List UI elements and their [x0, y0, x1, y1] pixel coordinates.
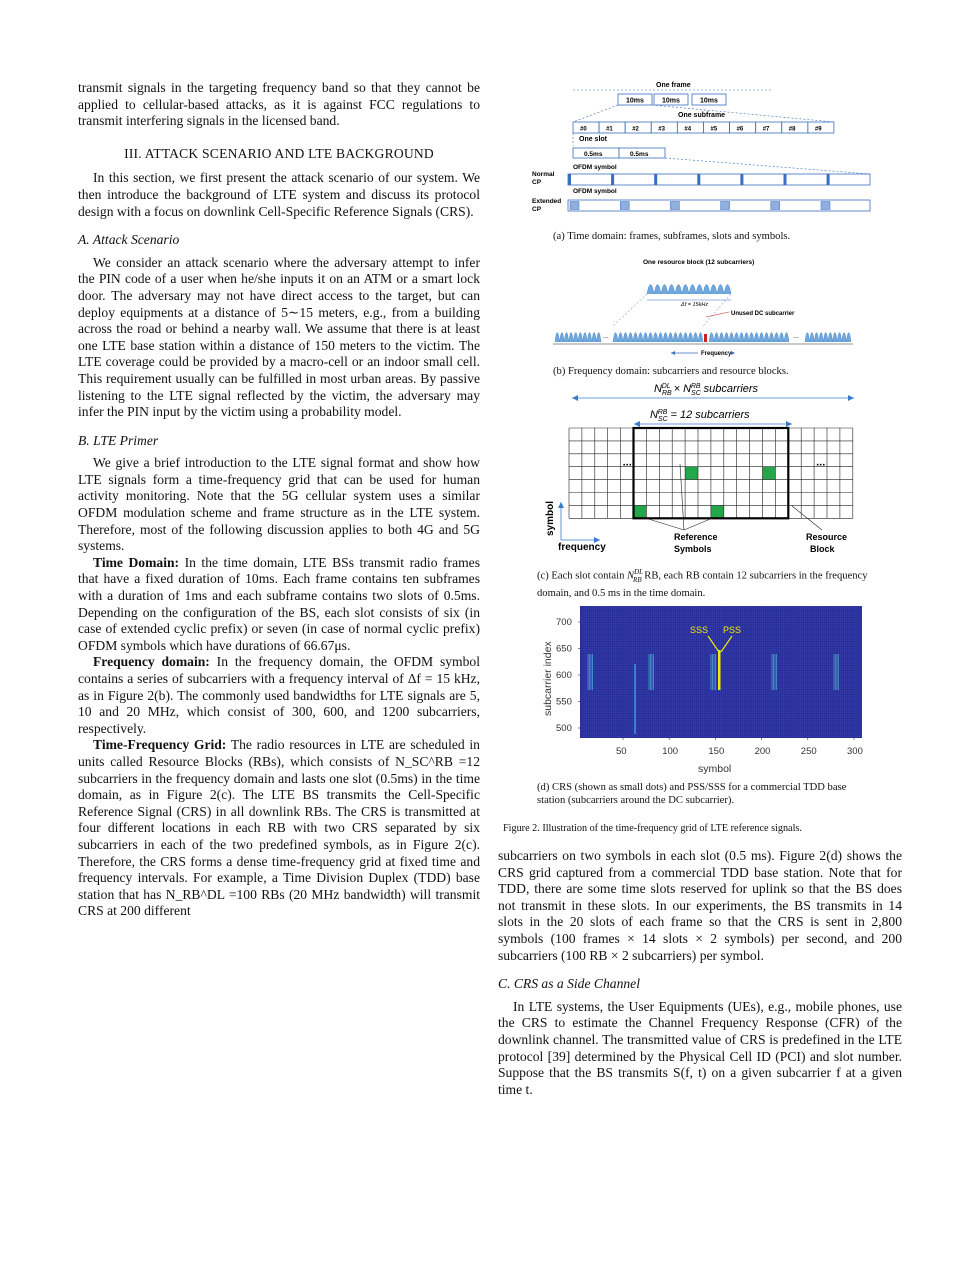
reference-symbols-label-2: Symbols: [674, 544, 712, 554]
frequency-domain-label: Frequency domain:: [93, 654, 210, 670]
normal-cp-label-1: Normal: [532, 171, 555, 178]
normal-cp-row: [568, 174, 870, 185]
subcarrier-bump: [774, 333, 779, 343]
rb-subcarriers-label: $N_{SC}RB = 12$ subcarriers: [650, 409, 750, 423]
xlabel: symbol: [698, 763, 732, 775]
delta-f-label: Δf = 15kHz: [681, 302, 709, 308]
subcarrier-bump: [618, 333, 623, 343]
subcarrier-bump: [628, 333, 633, 343]
figure-2c-caption: (c) Each slot contain $N^{DL}_{RB}$ RB, each RB contain 12 subcarriers in the frequency domain, and 0.5 ms in the time domain.: [537, 568, 868, 599]
subsection-b-title: B. LTE Primer: [78, 432, 159, 448]
subcarrier-bump: [769, 333, 774, 343]
subframe-label: #7: [762, 126, 770, 133]
y-tick-label: 650: [556, 643, 572, 655]
subcarrier-bump: [814, 333, 819, 343]
subcarrier-bump: [810, 333, 815, 343]
subcarrier-bump: [698, 333, 703, 343]
y-tick-label: 600: [556, 670, 572, 681]
left-ellipsis: ...: [603, 333, 609, 340]
one-subframe-label: One subframe: [678, 112, 726, 119]
subcarrier-bump: [682, 285, 689, 295]
subcarrier-bump: [837, 333, 842, 343]
grid-ellipsis: ...: [816, 456, 826, 469]
x-tick-label: 300: [847, 746, 863, 757]
subcarrier-bump: [678, 333, 683, 343]
slot-ms-1: 0.5ms: [630, 151, 649, 158]
subcarrier-bump: [638, 333, 643, 343]
extended-cp-mark: [620, 202, 629, 210]
reference-symbol-cell: [763, 467, 776, 480]
x-tick-label: 200: [754, 746, 771, 757]
subcarrier-bump: [668, 285, 675, 295]
subcarrier-bump: [648, 333, 653, 343]
frequency-arrow-label: Frequency: [701, 351, 732, 357]
time-domain-label: Time Domain:: [93, 554, 180, 570]
subcarrier-bump: [643, 333, 648, 343]
x-tick-label: 50: [616, 746, 627, 757]
unused-dc-label: Unused DC subcarrier: [731, 311, 795, 317]
subcarrier-bump: [828, 333, 833, 343]
subframe-label: #8: [788, 126, 796, 133]
x-ticks: [616, 738, 863, 757]
subcarrier-bump: [647, 285, 654, 295]
frequency-domain-text: In the frequency domain, the OFDM symbol contains a series of subcarriers with a frequency interval of Δf = 15 kHz, as in Figure 2(b). The commonly used bandwidths for LTE signals are 5, 10 and 20 MHz, which consist of 300, 600, and 1200 subcarriers, respectively.: [78, 654, 480, 736]
subframe-row: [573, 122, 834, 133]
subcarrier-bump: [759, 333, 764, 343]
subcarrier-bump: [717, 285, 724, 295]
subsection-c-title: C. CRS as a Side Channel: [498, 976, 640, 992]
one-frame-label: One frame: [656, 82, 691, 89]
continuation-paragraph: subcarriers on two symbols in each slot (0.5 ms). Figure 2(d) shows the CRS grid captured from a commercial TDD base station. Note that for TDD, there are some time slots reserved for uplink so that the BS does not transmit in these slots. In our experiments, the BS transmits in 14 slots in the 20 slots of each frame so that the CRS is sent in 2,800 symbols (100 frames × 14 slots × 2 symbols) per second, and 200 subcarriers (100 RB × 2 subcarriers) per symbol.: [498, 848, 902, 963]
subcarrier-band: [555, 333, 851, 343]
y-tick-label: 500: [556, 723, 572, 734]
subcarrier-bump: [764, 333, 769, 343]
x-tick-label: 100: [662, 746, 679, 757]
subcarrier-bump: [633, 333, 638, 343]
extended-cp-mark: [721, 202, 730, 210]
subcarrier-bump: [710, 285, 717, 295]
x-tick-label: 150: [708, 746, 725, 757]
subframe-label: #1: [606, 126, 613, 133]
subcarrier-bump: [709, 333, 714, 343]
pss-sss-marker: [718, 650, 721, 690]
normal-cp-mark: [611, 174, 614, 185]
subcarrier-bump: [661, 285, 668, 295]
grid-label: Time-Frequency Grid:: [93, 737, 227, 753]
subcarrier-bump: [560, 333, 565, 343]
extended-cp-mark: [670, 202, 679, 210]
rb-label: One resource block (12 subcarriers): [643, 259, 755, 266]
symbol-axis-label: symbol: [545, 500, 556, 536]
subframe-label: #0: [580, 126, 587, 133]
reference-symbol-cell: [711, 505, 724, 518]
total-subcarriers-label: $N_{RB}DL \times N_{SC}RB$ subcarriers: [654, 383, 759, 397]
figure-2-caption: Figure 2. Illustration of the time-frequency grid of LTE reference signals.: [503, 823, 802, 834]
subcarrier-bump: [583, 333, 588, 343]
frame-ms-1: 10ms: [662, 97, 680, 105]
reference-symbols-label-1: Reference: [674, 532, 718, 542]
ofdm-symbol-label-1: OFDM symbol: [573, 164, 617, 171]
subcarrier-bump: [714, 333, 719, 343]
side-channel-paragraph: In LTE systems, the User Equipments (UEs), e.g., mobile phones, use the CRS to estimate the Channel Frequency Response (CFR) of the downlink channel. The transmitted value of CRS is predefined in the LTE protocol [39] determined by the Physical Cell ID (PCI) and slot number. Suppose that the BS transmits S(f, t) on a given subcarrier f at a given time t.: [498, 998, 902, 1097]
subcarrier-bump: [724, 333, 729, 343]
section-title: III. ATTACK SCENARIO AND LTE BACKGROUND: [124, 145, 434, 161]
subframe-label: #5: [710, 126, 718, 133]
subcarrier-bump: [749, 333, 754, 343]
reference-symbol-cell: [685, 467, 698, 480]
resource-block-subcarriers: [613, 285, 731, 327]
subcarrier-bump: [696, 285, 703, 295]
subframe-label: #3: [658, 126, 665, 133]
subcarrier-bump: [587, 333, 592, 343]
y-tick-label: 550: [556, 696, 572, 708]
subcarrier-bump: [673, 333, 678, 343]
subframe-label: #4: [684, 126, 692, 133]
subcarrier-bump: [596, 333, 601, 343]
grid-paragraph: [78, 737, 480, 920]
subcarrier-bump: [754, 333, 759, 343]
heatmap-crs-pattern: [580, 606, 862, 738]
subcarrier-bump: [592, 333, 597, 343]
subframe-label: #2: [632, 126, 639, 133]
subcarrier-bump: [578, 333, 583, 343]
ofdm-symbol-label-2: OFDM symbol: [573, 188, 617, 195]
subcarrier-bump: [623, 333, 628, 343]
extended-cp-mark: [821, 202, 830, 210]
subcarrier-bump: [703, 285, 710, 295]
figure-2a-caption: (a) Time domain: frames, subframes, slots and symbols.: [553, 231, 791, 242]
reference-symbol-cell: [634, 505, 647, 518]
subcarrier-bump: [719, 333, 724, 343]
resource-grid: [569, 428, 853, 518]
frame-ms-0: 10ms: [626, 97, 644, 105]
subcarrier-bump: [555, 333, 560, 343]
sss-label: SSS: [690, 625, 709, 635]
extended-cp-label-2: CP: [532, 206, 542, 213]
ylabel: subcarrier index: [542, 641, 554, 716]
figure-2a-time-domain: [528, 78, 878, 218]
subcarrier-bump: [805, 333, 810, 343]
subcarrier-bump: [663, 333, 668, 343]
primer-paragraph: We give a brief introduction to the LTE signal format and show how LTE signals form a time-frequency grid that can be used for human activity monitoring. Note that the 5G cellular system uses a similar OFDM modulation scheme and frame structure as in the LTE system. Therefore, most of the following discussion applies to both 4G and 5G systems.: [78, 455, 480, 554]
time-domain-text: In the time domain, LTE BSs transmit radio frames that have a fixed duration of 10ms. Each frame contains ten subframes with a duration of 1ms and each subframe contains two slots of 0.5ms. Depending on the configuration of the BS, each slot consists of six (in case of extended cyclic prefix) or seven (in case of normal cyclic prefix) OFDM symbols which have durations of 66.67μs.: [78, 554, 481, 653]
subcarrier-bump: [823, 333, 828, 343]
intro-paragraph: transmit signals in the targeting frequency band so that they cannot be applied to cellular-based attacks, as it is against FCC regulations to transmit interfering signals in the licensed band.: [78, 80, 480, 129]
normal-cp-mark: [568, 174, 571, 185]
subcarrier-bump: [658, 333, 663, 343]
figure-2b-frequency-domain: [553, 256, 853, 360]
left-column: [78, 80, 480, 920]
frame-ms-2: 10ms: [700, 97, 718, 105]
slot-ms-0: 0.5ms: [584, 151, 603, 158]
section-paragraph: In this section, we first present the attack scenario of our system. We then introduce the background of LTE system and discuss its protocol design with a focus on downlink Cell-Specific Reference Signals (CRS).: [78, 170, 480, 219]
normal-cp-mark: [697, 174, 700, 185]
dc-subcarrier-mark: [704, 334, 707, 342]
right-ellipsis: ...: [793, 333, 799, 340]
extended-cp-label-1: Extended: [532, 198, 562, 205]
grid-text: The radio resources in LTE are scheduled in units called Resource Blocks (RBs), which consists of N_SC^RB =12 subcarriers in the frequency domain and lasts one slot (0.5ms) in the time domain, as in Figure 2(c). The LTE BS transmits the Cell-Specific Reference Signal (CRS) in all downlink RBs. The CRS is transmitted at four different locations in each RB with two CRS separated by six subcarriers in each of the two predefined symbols, as in Figure 2(c). Therefore, the CRS forms a dense time-frequency grid at fixed time and frequency intervals. For example, a Time Division Duplex (TDD) base station that has N_RB^DL =100 RBs (20 MHz bandwidth) will transmit CRS at 200 different: [78, 737, 480, 919]
normal-cp-mark: [654, 174, 657, 185]
subcarrier-bump: [569, 333, 574, 343]
normal-cp-mark: [784, 174, 787, 185]
subcarrier-bump: [819, 333, 824, 343]
subcarrier-bump: [744, 333, 749, 343]
subcarrier-bump: [779, 333, 784, 343]
subcarrier-bump: [675, 285, 682, 295]
subcarrier-bump: [668, 333, 673, 343]
extended-cp-mark: [771, 202, 780, 210]
extended-cp-row: [568, 200, 870, 211]
y-ticks: [556, 617, 580, 734]
subcarrier-bump: [833, 333, 838, 343]
normal-cp-mark: [827, 174, 830, 185]
subcarrier-bump: [842, 333, 847, 343]
subcarrier-bump: [729, 333, 734, 343]
frame-boxes: [618, 94, 726, 105]
subcarrier-bump: [693, 333, 698, 343]
subcarrier-bump: [564, 333, 569, 343]
subsection-a-title: A. Attack Scenario: [78, 232, 180, 248]
right-column: [498, 848, 902, 1098]
time-domain-paragraph: [78, 555, 480, 655]
subcarrier-bump: [654, 285, 661, 295]
attack-paragraph: We consider an attack scenario where the adversary attempt to infer the PIN code of a user when he/she inputs it on an ATM or a smart lock door. The adversary may not have direct access to the target, but can deploy equipments at a distance of 5∼15 meters, e.g., from a building across the road or behind a nearby wall. We assume that there is at least one LTE base station within a distance of 150 meters to the victim. The LTE coverage could be provided by a macro-cell or an indoor small cell. This requirement usually can be fulfilled in most urban areas. By passive listening to the LTE signal reflected by the victim, the adversary may infer the PIN input by the victim using a probability model.: [78, 254, 480, 420]
resource-block-label-1: Resource: [806, 532, 848, 542]
frequency-axis-label: frequency: [558, 542, 606, 553]
figure-2c-resource-grid: [542, 378, 872, 568]
subcarrier-bump: [613, 333, 618, 343]
subcarrier-bump: [734, 333, 739, 343]
subcarrier-bump: [653, 333, 658, 343]
subcarrier-bump: [683, 333, 688, 343]
pss-label: PSS: [723, 625, 742, 635]
figure-2d-crs-heatmap: [536, 604, 876, 778]
one-slot-label: One slot: [579, 136, 608, 143]
subframe-label: #6: [736, 126, 744, 133]
resource-block-label-2: Block: [810, 544, 835, 554]
y-tick-label: 700: [556, 617, 572, 628]
subcarrier-bump: [846, 333, 851, 343]
subframe-label: #9: [814, 126, 822, 133]
figure-2b-caption: (b) Frequency domain: subcarriers and resource blocks.: [553, 366, 789, 377]
frequency-domain-paragraph: [78, 654, 480, 737]
subcarrier-bump: [688, 333, 693, 343]
subcarrier-bump: [784, 333, 789, 343]
subcarrier-bump: [573, 333, 578, 343]
figure-2d-caption: (d) CRS (shown as small dots) and PSS/SSS for a commercial TDD base station (subcarriers around the DC subcarrier).: [537, 782, 847, 806]
normal-cp-mark: [740, 174, 743, 185]
subcarrier-bump: [739, 333, 744, 343]
subcarrier-bump: [724, 285, 731, 295]
extended-cp-mark: [570, 202, 579, 210]
x-tick-label: 250: [800, 746, 817, 757]
grid-ellipsis: ...: [622, 456, 632, 469]
subcarrier-bump: [689, 285, 696, 295]
normal-cp-label-2: CP: [532, 179, 542, 186]
